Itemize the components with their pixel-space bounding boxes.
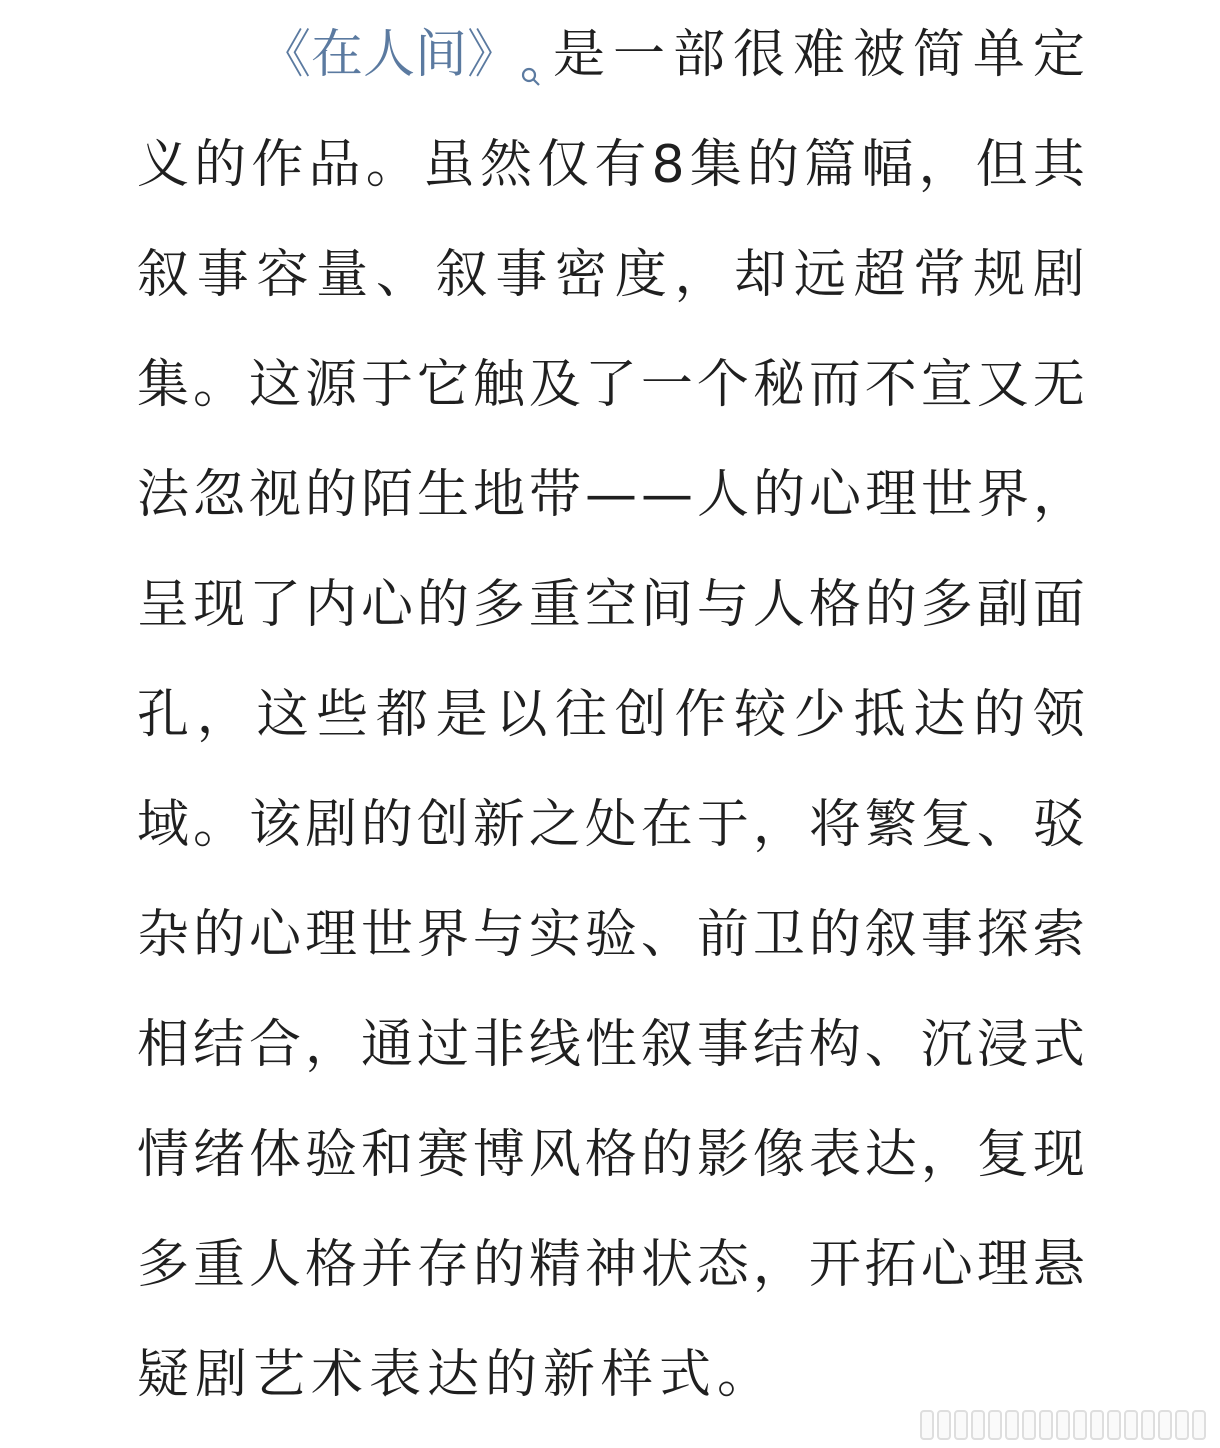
article-line: 呈 现 了 内 心 的 多 重 空 间 与 人 格 的 多 副 面 (137, 575, 1085, 635)
title-link[interactable]: 《在人间》 (259, 25, 520, 85)
title-link-wrap[interactable] (259, 0, 553, 110)
article-line: 多 重 人 格 并 存 的 精 神 状 态 ， 开 拓 心 理 悬 (137, 1235, 1085, 1295)
article-line: 情 绪 体 验 和 赛 博 风 格 的 影 像 表 达 ， 复 现 (137, 1125, 1085, 1185)
article-line: 疑剧艺术表达的新样式。 (137, 1345, 776, 1405)
article-line: 相 结 合 ， 通 过 非 线 性 叙 事 结 构 、 沉 浸 式 (137, 1015, 1085, 1075)
article-line: 杂 的 心 理 世 界 与 实 验 、 前 卫 的 叙 事 探 索 (137, 905, 1085, 965)
article-line: 孔 ， 这 些 都 是 以 往 创 作 较 少 抵 达 的 领 (137, 685, 1085, 745)
article-line: 法 忽 视 的 陌 生 地 带 — — 人 的 心 理 世 界 ， (137, 465, 1085, 525)
search-icon[interactable] (519, 18, 549, 64)
article-line: 域 。 该 剧 的 创 新 之 处 在 于 ， 将 繁 复 、 驳 (137, 795, 1085, 855)
article-line: 叙 事 容 量 、 叙 事 密 度 ， 却 远 超 常 规 剧 (137, 245, 1085, 305)
article-body (137, 0, 1085, 1430)
watermark-logo (920, 1410, 1206, 1440)
article-line: 义 的 作 品 。 虽 然 仅 有 8 集 的 篇 幅 ， 但 其 (137, 135, 1085, 195)
article-line: 集 。 这 源 于 它 触 及 了 一 个 秘 而 不 宣 又 无 (137, 355, 1085, 415)
article-text: 是 一 部 很 难 被 简 单 定 (553, 25, 1085, 85)
article-line-1 (137, 0, 1085, 110)
